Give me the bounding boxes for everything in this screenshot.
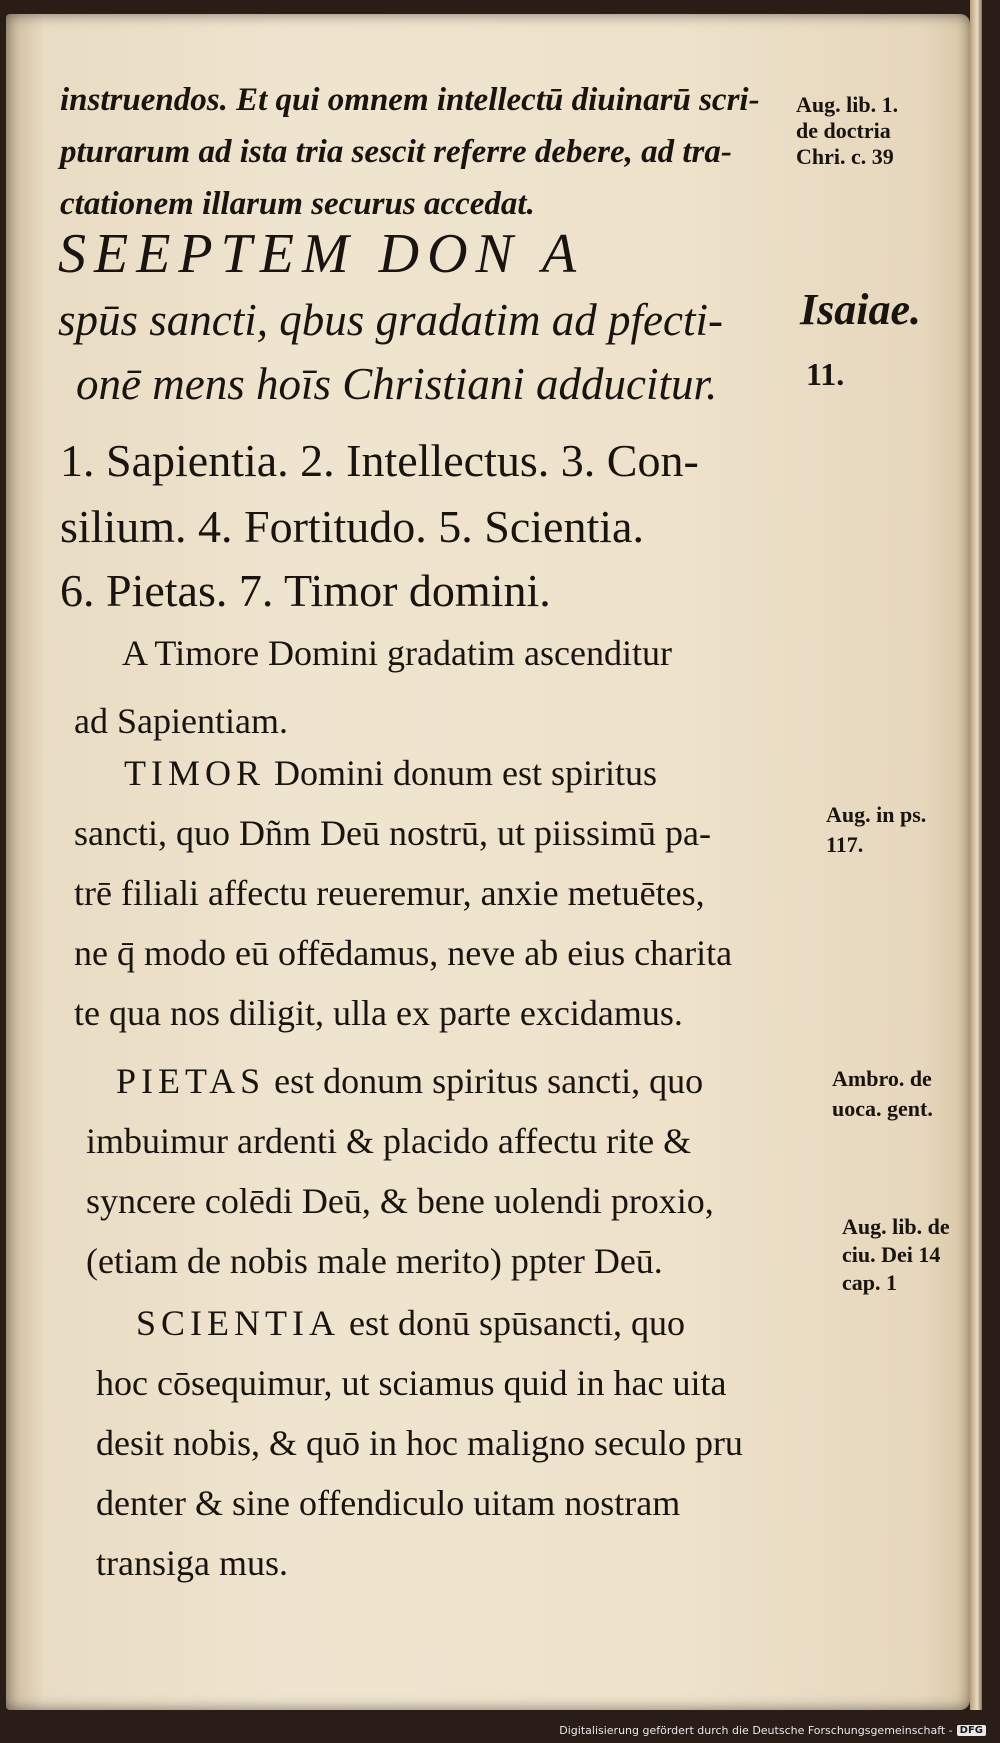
scientia-first: est donū spūsancti, quo — [340, 1303, 685, 1343]
ascent-line-2: ad Sapientiam. — [74, 701, 288, 741]
timor-lead: TIMOR — [124, 753, 265, 793]
margin-note-aug-doctrina-2: de doctria — [796, 118, 891, 143]
book-page — [6, 14, 970, 1710]
page-edge — [970, 0, 982, 1710]
scientia-line-5: transiga mus. — [96, 1543, 288, 1583]
heading-line-3: onē mens hoīs Christiani adducitur. — [76, 359, 718, 409]
scientia-lead: SCIENTIA — [136, 1303, 340, 1343]
margin-note-isaiae: Isaiae. — [800, 285, 921, 334]
timor-line-1 — [124, 752, 657, 794]
margin-note-aug-ps-1: Aug. in ps. — [826, 802, 927, 827]
margin-note-ambro-1: Ambro. de — [832, 1066, 932, 1091]
digitization-footer — [559, 1724, 986, 1737]
timor-line-3: trē filiali affectu reueremur, anxie metuētes, — [74, 873, 705, 913]
intro-line-3: ctationem illarum securus accedat. — [60, 186, 535, 222]
margin-note-aug-ps-2: 117. — [826, 832, 864, 857]
dfg-logo-icon: DFG — [957, 1725, 986, 1736]
pietas-first: est donum spiritus sancti, quo — [265, 1061, 704, 1101]
pietas-line-2: imbuimur ardenti & placido affectu rite & — [86, 1121, 692, 1161]
intro-line-1: instruendos. Et qui omnem intellectū diuinarū scri- — [60, 82, 760, 118]
timor-line-4: ne q̄ modo eū offēdamus, neve ab eius charita — [74, 933, 733, 973]
pietas-line-1 — [116, 1060, 703, 1102]
timor-line-5: te qua nos diligit, ulla ex parte excidamus. — [74, 993, 683, 1033]
gifts-line-2: silium. 4. Fortitudo. 5. Scientia. — [60, 501, 644, 552]
scientia-line-3: desit nobis, & quō in hoc maligno seculo pru — [96, 1423, 743, 1463]
scientia-line-2: hoc cōsequimur, ut sciamus quid in hac uita — [96, 1363, 727, 1403]
pietas-line-3: syncere colēdi Deū, & bene uolendi proxio, — [86, 1181, 714, 1221]
ascent-line-1: A Timore Domini gradatim ascenditur — [122, 633, 672, 673]
margin-note-ambro-2: uoca. gent. — [832, 1096, 933, 1121]
gifts-line-3: 6. Pietas. 7. Timor domini. — [60, 565, 551, 616]
scientia-line-4: denter & sine offendiculo uitam nostram — [96, 1483, 681, 1523]
margin-note-aug-civ-1: Aug. lib. de — [842, 1214, 950, 1239]
margin-note-aug-civ-3: cap. 1 — [842, 1270, 897, 1295]
footer-text: Digitalisierung gefördert durch die Deutsche Forschungsgemeinschaft - — [559, 1724, 953, 1737]
heading-title: SEEPTEM DON A — [58, 223, 585, 285]
margin-note-aug-civ-2: ciu. Dei 14 — [842, 1242, 941, 1267]
scientia-line-1 — [136, 1302, 685, 1344]
timor-first: Domini donum est spiritus — [265, 753, 658, 793]
heading-line-2: spūs sancti, qbus gradatim ad pfecti- — [58, 295, 723, 345]
margin-note-isaiae-chapter: 11. — [806, 356, 845, 392]
margin-note-aug-doctrina-3: Chri. c. 39 — [796, 144, 894, 169]
gifts-line-1: 1. Sapientia. 2. Intellectus. 3. Con- — [60, 435, 699, 486]
intro-line-2: pturarum ad ista tria sescit referre debere, ad tra- — [60, 134, 732, 170]
margin-note-aug-doctrina-1: Aug. lib. 1. — [796, 92, 899, 117]
pietas-line-4: (etiam de nobis male merito) ppter Deū. — [86, 1241, 663, 1281]
timor-line-2: sancti, quo Dñm Deū nostrū, ut piissimū pa- — [74, 813, 711, 853]
pietas-lead: PIETAS — [116, 1061, 266, 1101]
